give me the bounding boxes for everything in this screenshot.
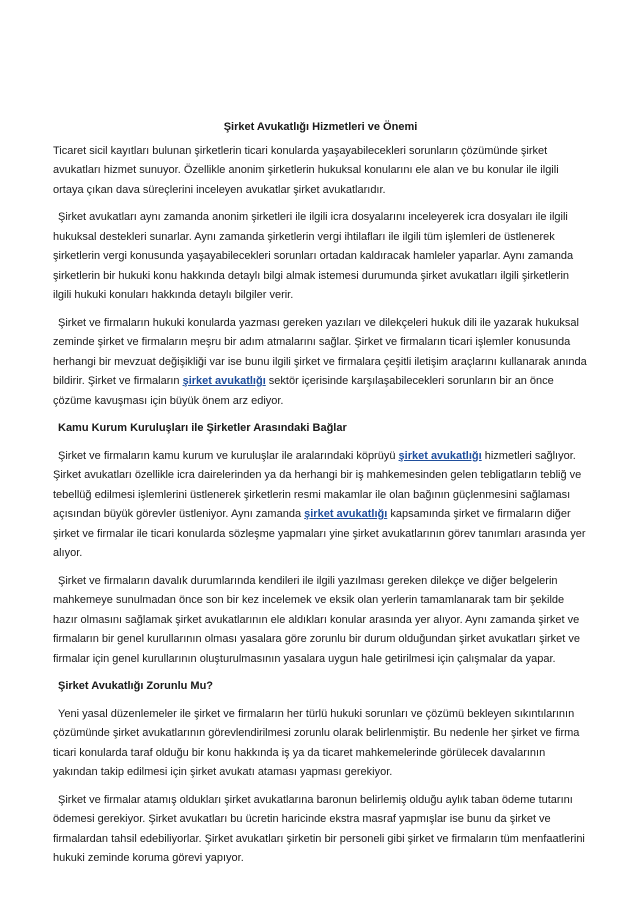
sirket-avukatligi-link[interactable]: şirket avukatlığı xyxy=(398,449,482,462)
paragraph-lawsuits: Şirket ve firmaların davalık durumlarında kendileri ile ilgili yazılması gereken dilekçe ve diğer belgelerin mahkemeye sunulmadan önce son bir kez incelemek ve eksik olan yerlerin tamamlanarak tam bir şekilde hazır olmasını sağlamak şirket avukatlarının ele aldıkları konular arasında yer alıyor. Aynı zamanda şirket ve firmaların bir genel kurullarının olması yasalara göre zorunlu bir durum olduğundan şirket avukatları şirket ve firmalar için genel kurullarının oluşturulmasının yasalara uygun hale getirilmesi için çalışmalar da yapar. xyxy=(53,574,581,665)
paragraph-text: Şirket ve firmaların kamu kurum ve kuruluşlar ile aralarındaki köprüyü xyxy=(58,449,399,462)
paragraph-legal-writing xyxy=(53,314,588,412)
paragraph-fees: Şirket ve firmalar atamış oldukları şirket avukatlarına baronun belirlemiş olduğu aylık taban ödeme tutarını ödemesi gerekiyor. Şirket avukatları bu ücretin haricinde ekstra masraf yapmışlar ise bunu da şirket ve firmalardan tahsil edebiliyorlar. Şirket avukatları şirketin bir personeli gibi şirket ve firmaların tüm menfaatlerini hukuki zeminde koruma görevi yapıyor. xyxy=(53,793,585,864)
paragraph-intro: Ticaret sicil kayıtları bulunan şirketlerin ticari konularda yaşayabilecekleri sorunların çözümünde şirket avukatları hizmet sunuyor. Özellikle anonim şirketlerin hukuksal konularını ele alan ve bu konular ile ilgili ortaya çıkan dava süreçlerini inceleyen avukatlar şirket avukatlarıdır. xyxy=(53,144,559,196)
paragraph-text: kapsamında şirket ve firmaların diğer şirket ve firmalar ile ticari konularda sözleşme yapmaları yine şirket avukatlarının görev tanımları arasında yer alıyor. xyxy=(53,508,586,559)
paragraph-public-institutions xyxy=(53,447,588,564)
sirket-avukatligi-link[interactable]: şirket avukatlığı xyxy=(182,375,266,387)
document-title: Şirket Avukatlığı Hizmetleri ve Önemi xyxy=(223,121,418,133)
document-body xyxy=(53,118,588,877)
sirket-avukatligi-link[interactable]: şirket avukatlığı xyxy=(304,508,388,520)
paragraph-text: sektör içerisinde karşılaşabilecekleri sorunların bir an önce çözüme kavuşması için büyük önem arz ediyor. xyxy=(53,375,554,407)
paragraph-text: hizmetleri sağlıyor. Şirket avukatları özellikle icra dairelerinden ya da herhangi bir iş mahkemesinden gelen tebligatların tebliğ ve tebellüğ edilmesi işlemlerini üstlenerek şirketlerin resmi makamlar ile olan bağının güçlenmesini sağlaması açısından büyük görevler üstleniyor. Aynı zamanda xyxy=(53,449,582,520)
section-heading-mandatory: Şirket Avukatlığı Zorunlu Mu? xyxy=(58,680,214,692)
paragraph-regulations: Yeni yasal düzenlemeler ile şirket ve firmaların her türlü hukuki sorunları ve çözümü bekleyen sıkıntılarının çözümünde şirket avukatlarının görevlendirilmesi zorunlu olarak belirlenmiştir. Bu nedenle her şirket ve firma ticari konularda taraf olduğu bir konu hakkında iş ya da ticaret mahkemelerinde görülecek davalarının yakından takip edilmesi için şirket avukatı ataması yapması gerekiyor. xyxy=(53,707,580,778)
paragraph-text: Şirket ve firmaların hukuki konularda yazması gereken yazıları ve dilekçeleri hukuk dili ile yazarak hukuksal zeminde şirket ve firmaların meşru bir adım atmalarını sağlar. Şirket ve firmaların ticari işlemler konusunda herhangi bir mevzuat değişikliği var ise bunu ilgili şirket ve firmalara çeşitli iletişim araçlarını kullanarak anında bildirir. Şirket ve firmaların xyxy=(53,316,587,387)
paragraph-duties: Şirket avukatları aynı zamanda anonim şirketleri ile ilgili icra dosyalarını inceleyerek icra dosyaları ile ilgili hukuksal destekleri sunarlar. Aynı zamanda şirketlerin vergi ihtilafları ile ilgili tüm işlemleri de üstlenerek şirketlerin vergi konusunda yaşayabilecekleri sorunları ortadan kaldıracak hamleler yaparlar. Aynı zamanda şirketlerin bir hukuki konu hakkında detaylı bilgi almak istemesi durumunda şirket avukatları ilgili şirketlerin ilgili hukuki konuları hakkında detaylı bilgiler verir. xyxy=(53,211,574,301)
section-heading-public-institutions: Kamu Kurum Kuruluşları ile Şirketler Arasındaki Bağlar xyxy=(58,422,347,434)
